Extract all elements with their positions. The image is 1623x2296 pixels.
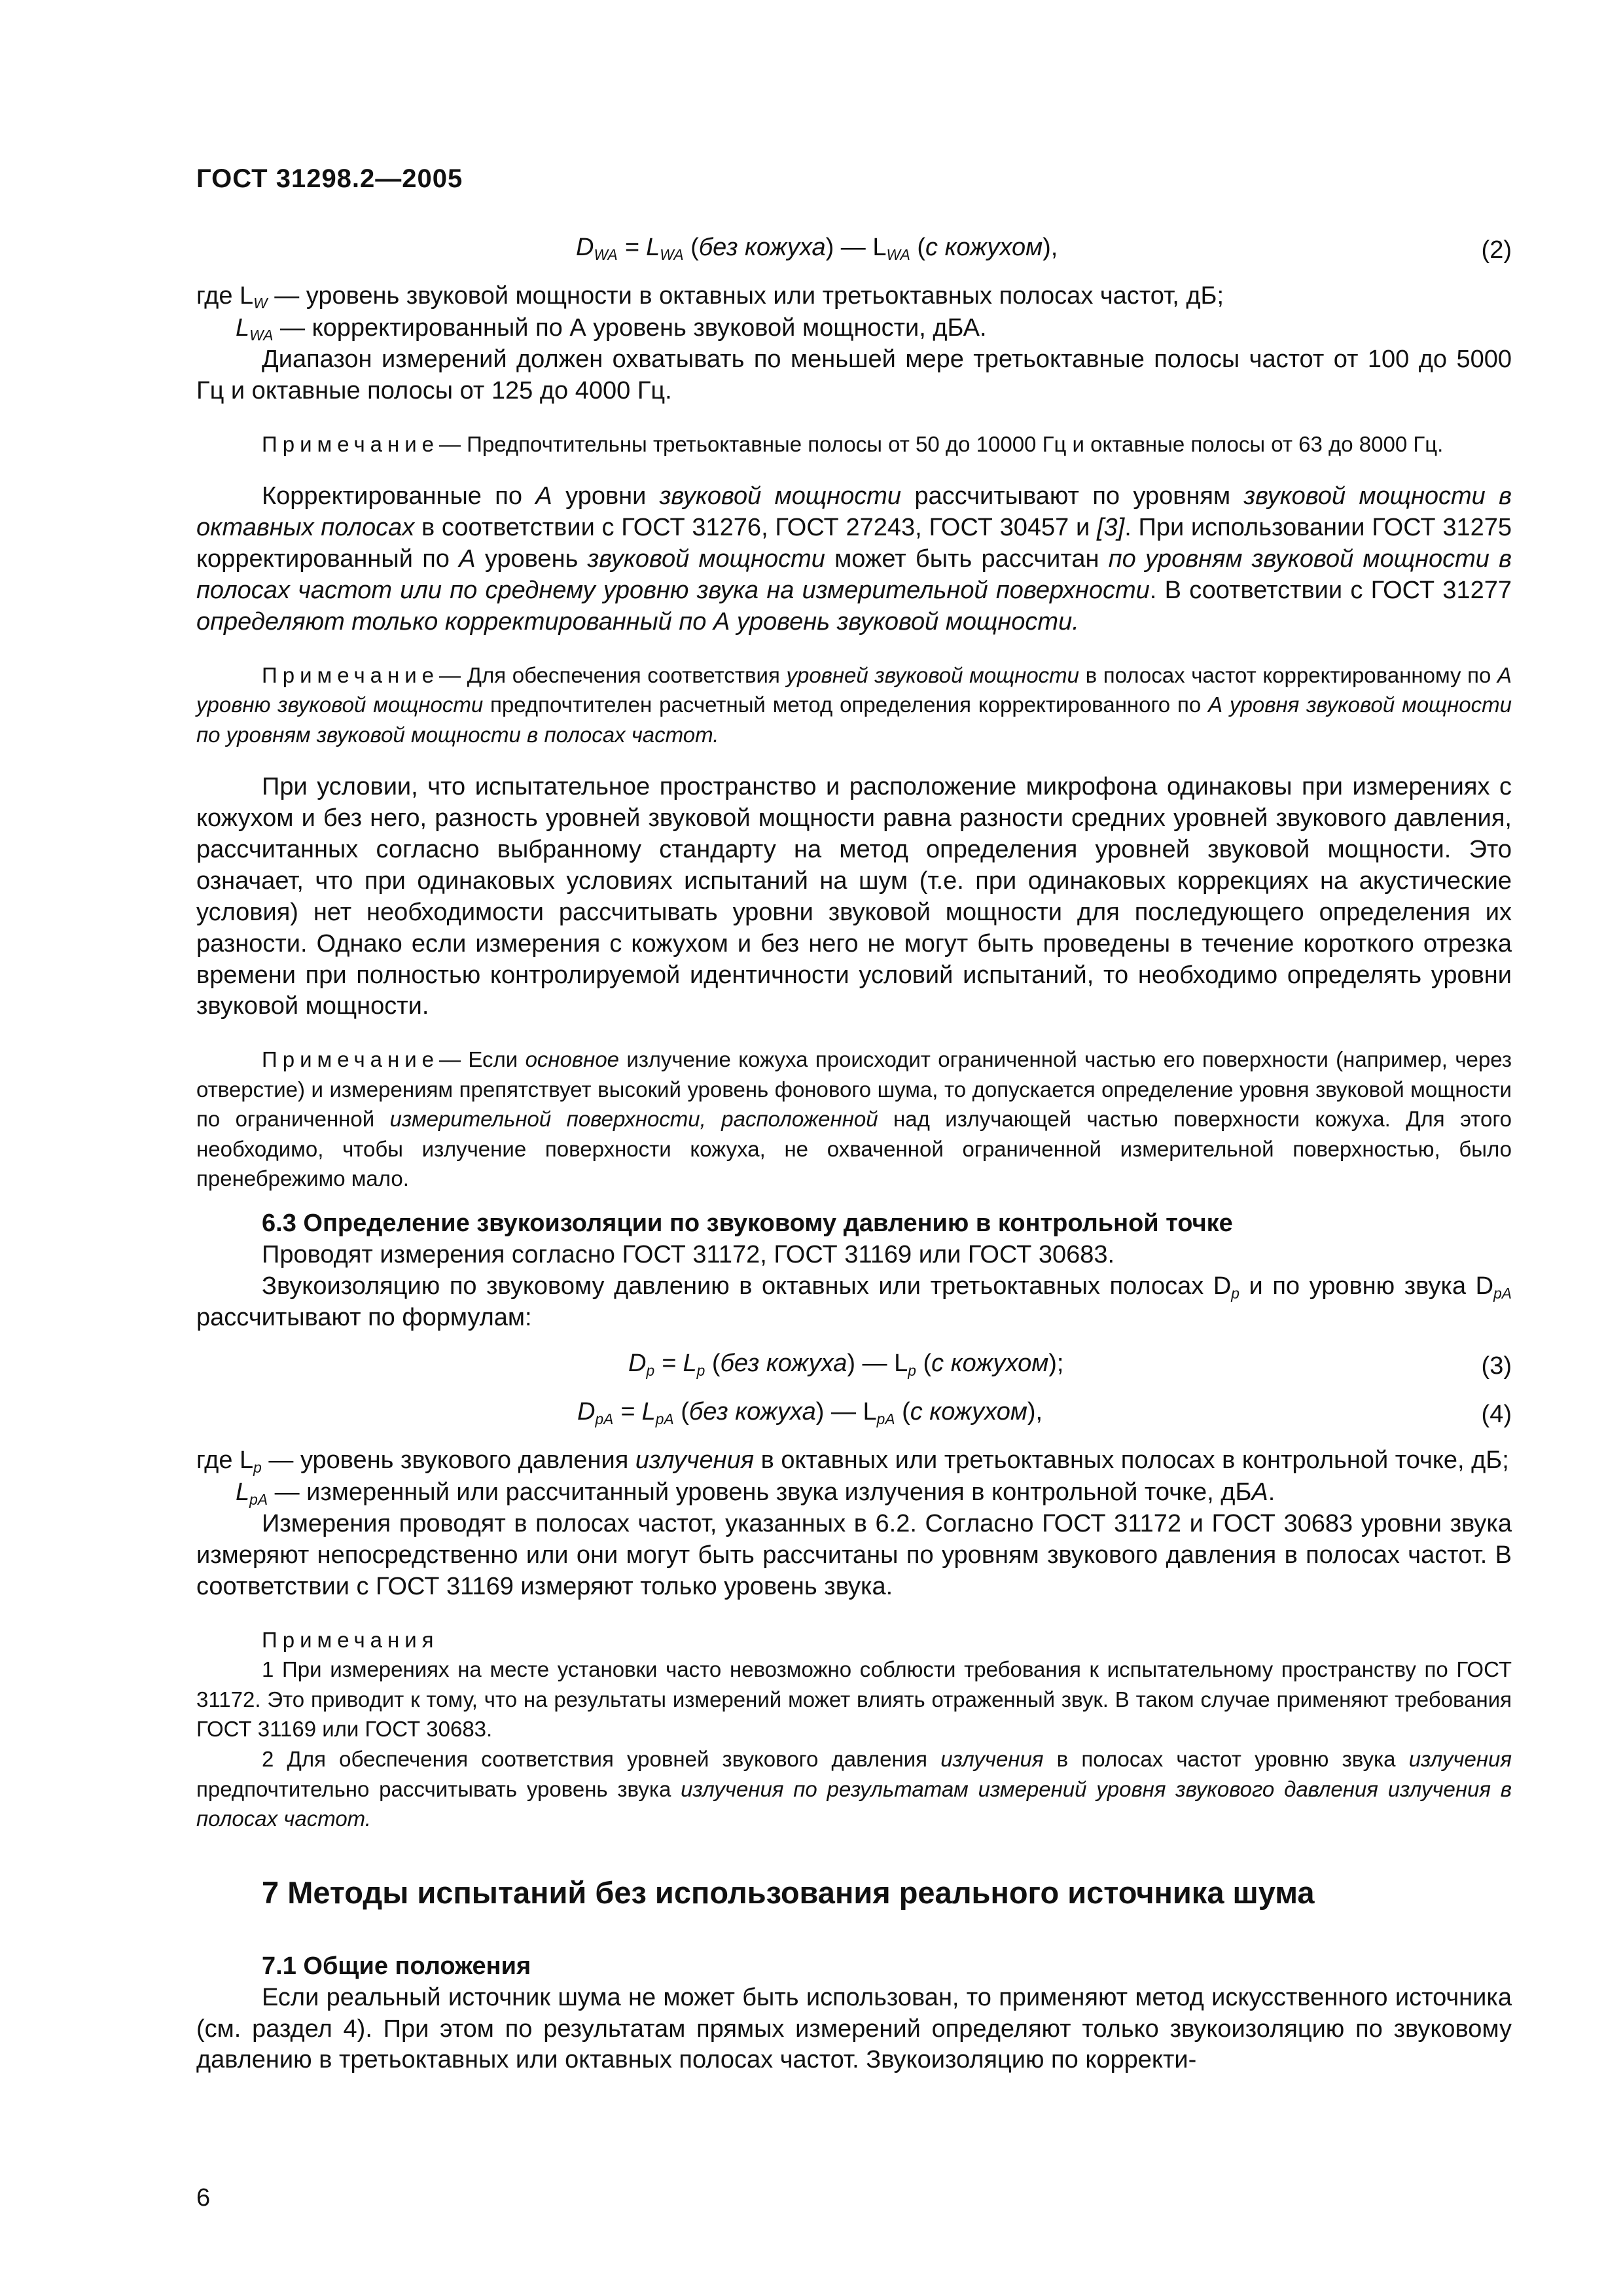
formula-3 bbox=[196, 1348, 1512, 1382]
paragraph-corrected-levels: Корректированные по А уровни звуковой мощности рассчитывают по уровням звуковой мощности в октавных полосах в соответствии с ГОСТ 31276, ГОСТ 27243, ГОСТ 30457 и [3]. При использовании ГОСТ 31275 корректированный по А уровень звуковой мощности может быть рассчитан по уровням звуковой мощности в полосах частот или по среднему уровню звука на измерительной поверхности. В соответствии с ГОСТ 31277 определяют только корректированный по А уровень звуковой мощности. bbox=[196, 482, 1512, 636]
formula-2 bbox=[196, 232, 1512, 266]
section-6-3-para-1: Проводят измерения согласно ГОСТ 31172, ГОСТ 31169 или ГОСТ 30683. bbox=[262, 1240, 1115, 1268]
formula-2-expression: $D_{WA} = L_{WA}$ (без кожуха) — $L_{WA}$ (с кожухом), bbox=[576, 234, 1058, 263]
note-2: Примечание— Для обеспечения соответствия уровней звуковой мощности в полосах частот корректированному по А уровню звуковой мощности предпочтителен расчетный метод определения корректированного по А уровня звуковой мощности по уровням звуковой мощности в полосах частот. bbox=[196, 662, 1512, 747]
paragraph-range: Диапазон измерений должен охватывать по меньшей мере третьоктавные полосы частот от 100 до 5000 Гц и октавные полосы от 125 до 4000 Гц. bbox=[196, 346, 1512, 404]
where-lp: где $L_p$ — уровень звукового давления излучения в октавных или третьоктавных полосах в контрольной точке, дБ; bbox=[196, 1446, 1509, 1476]
where-lw: где $L_W$ — уровень звуковой мощности в октавных или третьоктавных полосах частот, дБ; bbox=[196, 282, 1224, 312]
paragraph-measurements: Измерения проводят в полосах частот, указанных в 6.2. Согласно ГОСТ 31172 и ГОСТ 30683 уровни звука измеряют непосредственно или они могут быть рассчитаны по уровням звукового давления в полосах частот. В соответствии с ГОСТ 31169 измеряют только уровень звука. bbox=[196, 1510, 1512, 1601]
section-7-1-heading: 7.1 Общие положения bbox=[262, 1952, 531, 1980]
formula-3-number: (3) bbox=[1481, 1352, 1512, 1380]
notes-4-item-2: 2 Для обеспечения соответствия уровней звукового давления излучения в полосах частот уровню звука излучения предпочтительно рассчитывать уровень звука излучения по результатам измерений уровня звукового давления излучения в полосах частот. bbox=[196, 1747, 1512, 1831]
where-lpa: $L_{pA}$ — измеренный или рассчитанный уровень звука излучения в контрольной точке, дБА. bbox=[236, 1478, 1275, 1508]
formula-4 bbox=[196, 1397, 1512, 1431]
paragraph-conditions: При условии, что испытательное пространство и расположение микрофона одинаковы при измерениях с кожухом и без него, разность уровней звуковой мощности равна разности средних уровней звукового давления, рассчитанных согласно выбранному стандарту на метод определения уровней звуковой мощности. Это означает, что при одинаковых условиях испытаний на шум (т.е. при одинаковых коррекциях на акустические условия) нет необходимости рассчитывать уровни звуковой мощности для последующего определения их разности. Однако если измерения с кожухом и без него не могут быть проведены в течение короткого отрезка времени при полностью контролируемой идентичности условий испытаний, то необходимо определять уровни звуковой мощности. bbox=[196, 773, 1512, 1020]
formula-3-expression: $D_p = L_p$ (без кожуха) — $L_p$ (с кожухом); bbox=[628, 1350, 1064, 1379]
page-number: 6 bbox=[196, 2184, 211, 2212]
formula-4-expression: $D_{pA} = L_{pA}$ (без кожуха) — $L_{pA}$ (с кожухом), bbox=[577, 1398, 1043, 1427]
notes-4-label: Примечания bbox=[262, 1627, 439, 1652]
where-lwa: $L_{WA}$ — корректированный по А уровень звуковой мощности, дБА. bbox=[236, 314, 987, 344]
document-body bbox=[196, 232, 1512, 2076]
section-6-3-para-2: Звукоизоляцию по звуковому давлению в октавных или третьоктавных полосах $D_p$ и по уровню звука $D_{pA}$ рассчитывают по формулам: bbox=[196, 1272, 1512, 1332]
formula-2-number: (2) bbox=[1481, 236, 1512, 264]
note-1: Примечание— Предпочтительны третьоктавные полосы от 50 до 10000 Гц и октавные полосы от 63 до 8000 Гц. bbox=[262, 431, 1444, 456]
notes-4-item-1: 1 При измерениях на месте установки часто невозможно соблюсти требования к испытательному пространству по ГОСТ 31172. Это приводит к тому, что на результаты измерений может влиять отраженный звук. В таком случае применяют требования ГОСТ 31169 или ГОСТ 30683. bbox=[196, 1657, 1512, 1742]
note-3: Примечание— Если основное излучение кожуха происходит ограниченной частью его поверхности (например, через отверстие) и измерениям препятствует высокий уровень фонового шума, то допускается определение уровня звуковой мощности по ограниченной измерительной поверхности, расположенной над излучающей частью поверхности кожуха. Для этого необходимо, чтобы излучение поверхности кожуха, не охваченной ограниченной измерительной поверхностью, было пренебрежимо мало. bbox=[196, 1047, 1512, 1191]
section-7-heading: 7 Методы испытаний без использования реального источника шума bbox=[262, 1874, 1315, 1910]
document-header: ГОСТ 31298.2—2005 bbox=[196, 164, 463, 193]
section-6-3-heading: 6.3 Определение звукоизоляции по звуковому давлению в контрольной точке bbox=[262, 1210, 1233, 1237]
formula-4-number: (4) bbox=[1481, 1401, 1512, 1429]
section-7-1-para-1: Если реальный источник шума не может быть использован, то применяют метод искусственного источника (см. раздел 4). При этом по результатам прямых измерений определяют только звукоизоляцию по звуковому давлению в третьоктавных или октавных полосах частот. Звукоизоляцию по корректи- bbox=[196, 1983, 1512, 2074]
